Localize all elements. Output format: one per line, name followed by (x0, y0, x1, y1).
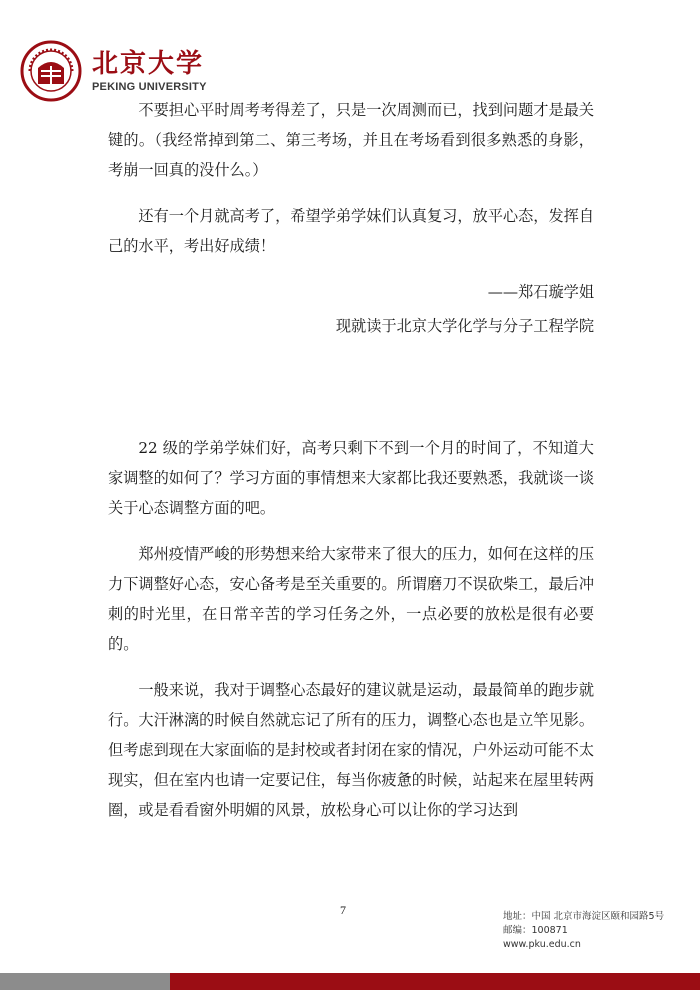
page-number: 7 (340, 903, 346, 917)
footer-bar-gray (0, 973, 170, 990)
letterhead (20, 40, 207, 102)
footer-bar-red (170, 973, 700, 990)
affiliation: 现就读于北京大学化学与分子工程学院 (335, 317, 594, 335)
university-name-en: PEKING UNIVERSITY (92, 81, 207, 93)
peking-university-seal-icon (20, 40, 82, 102)
paragraph: 不要担心平时周考考得差了，只是一次周测而已，找到问题才是最关键的。（我经常掉到第二、第三考场，并且在考场看到很多熟悉的身影，考崩一回真的没什么。） (108, 101, 595, 179)
section-gap (108, 341, 594, 433)
university-name-cn: 北京大学 (92, 49, 205, 79)
signature: ——郑石璇学姐 (487, 283, 594, 301)
footer-address: 地址：中国 北京市海淀区颐和园路5号 (503, 911, 665, 922)
paragraph: 一般来说，我对于调整心态最好的建议就是运动，最最简单的跑步就行。大汗淋漓的时候自然就忘记了所有的压力，调整心态也是立竿见影。但考虑到现在大家面临的是封校或者封闭在家的情况，户外运动可能不太现实，但在室内也请一定要记住，每当你疲惫的时候，站起来在屋里转两圈，或是看看窗外明媚的风景，放松身心可以让你的学习达到 (108, 681, 595, 819)
paragraph: 还有一个月就高考了，希望学弟学妹们认真复习，放平心态，发挥自己的水平，考出好成绩！ (108, 207, 595, 255)
brand-text (92, 49, 207, 93)
footer-website: www.pku.edu.cn (503, 939, 581, 950)
paragraph: 22 级的学弟学妹们好，高考只剩下不到一个月的时间了，不知道大家调整的如何了？学习方面的事情想来大家都比我还要熟悉，我就谈一谈关于心态调整方面的吧。 (108, 439, 594, 517)
footer-postcode: 邮编：100871 (503, 925, 568, 936)
footer-contact (503, 910, 664, 952)
paragraph: 郑州疫情严峻的形势想来给大家带来了很大的压力，如何在这样的压力下调整好心态，安心备考是至关重要的。所谓磨刀不误砍柴工，最后冲刺的时光里，在日常辛苦的学习任务之外，一点必要的放松是很有必要的。 (108, 545, 595, 653)
letter-body (108, 95, 594, 841)
